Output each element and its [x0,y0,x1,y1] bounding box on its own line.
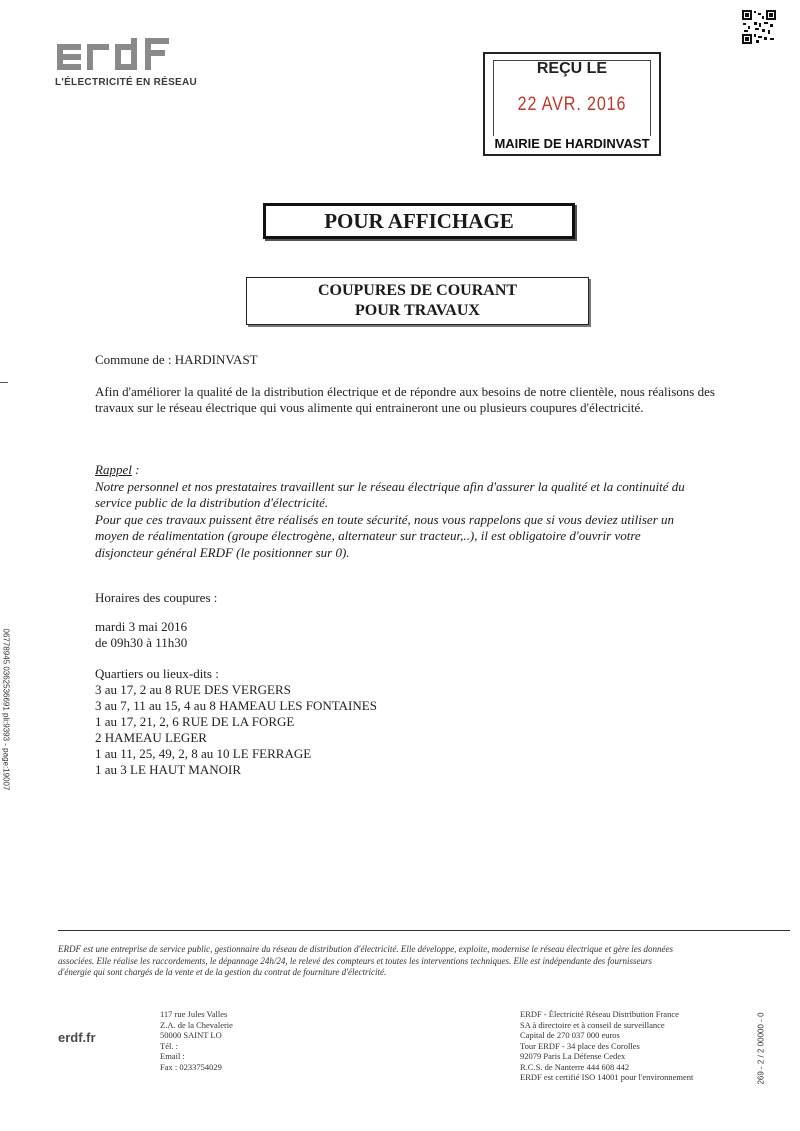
list-item: 1 au 11, 25, 49, 2, 8 au 10 LE FERRAGE [95,746,312,761]
stamp-mairie: MAIRIE DE HARDINVAST [485,136,659,151]
legal-line: ERDF est une entreprise de service public, gestionnaire du réseau de distribution d'électricité. Elle développe, exploite, modernise le réseau électrique et gère les données [58,944,673,954]
list-item: 2 HAMEAU LEGER [95,730,207,745]
received-stamp [483,52,661,156]
rappel-label: Rappel [95,462,132,477]
vertical-reference-text: 269 - 2 / 2 00000 - 0 [756,1012,766,1085]
address-line: 117 rue Jules Valles [160,1009,228,1019]
company-line: Capital de 270 037 000 euros [520,1030,620,1040]
side-code [0,630,12,810]
fold-mark [0,382,8,383]
rappel-line: service public de la distribution d'électricité. [95,495,329,510]
rappel-line: moyen de réalimentation (groupe électrogène, alternateur sur tracteur,..), il est obligatoire d'ouvrir votre [95,528,641,543]
outage-date: mardi 3 mai 2016 [95,619,188,634]
company-line: R.C.S. de Nanterre 444 608 442 [520,1061,630,1072]
list-item: 1 au 3 LE HAUT MANOIR [95,762,241,777]
list-item: 3 au 17, 2 au 8 RUE DES VERGERS [95,682,291,697]
rappel-line: disjoncteur général ERDF (le positionner sur 0). [95,544,350,560]
legal-line: associées. Elle réalise les raccordements, le dépannage 24h/24, le relevé des compteurs et toutes les interventions techniques. Elle est indépendante des fournisseurs [58,955,652,966]
footer-legal [58,944,788,979]
address-block [160,1009,233,1072]
address-line: Z.A. de la Chevalerie [160,1019,233,1030]
quartiers-label: Quartiers ou lieux-dits : [95,666,219,681]
quartiers-list [95,666,377,778]
erdf-logo [55,38,195,74]
address-line: Fax : 0233754029 [160,1061,222,1072]
address-line: 50000 SAINT LO [160,1030,222,1040]
commune-line: Commune de : HARDINVAST [95,352,258,367]
list-item: 1 au 17, 21, 2, 6 RUE DE LA FORGE [95,714,295,729]
rappel-line: Pour que ces travaux puissent être réalisés en toute sécurité, nous vous rappelons que si vous deviez utiliser un [95,511,675,527]
company-line: ERDF - Électricité Réseau Distribution France [520,1009,679,1019]
rappel-section: Rappel : Notre personnel et nos prestataires travaillent sur le réseau électrique afin d'assurer la qualité et la continuité du service public de la distribution d'électricité. Pour que ces travaux puissent être réalisés en toute sécurité, nous vous rappelons que si vous deviez utiliser un moyen de réalimentation (groupe électrogène, alternateur sur tracteur,..), il est obligatoire d'ouvrir votre disjoncteur général ERDF (le positionner sur 0). [95,462,715,561]
subtitle-box [246,277,589,325]
outage-time: de 09h30 à 11h30 [95,635,188,650]
company-block [520,1009,693,1083]
intro-paragraph: Afin d'améliorer la qualité de la distribution électrique et de répondre aux besoins de notre clientèle, nous réalisons des travaux sur le réseau électrique qui vous alimente qui entraineront une ou plusieurs coupures d'électricité. [95,384,715,415]
address-line: Email : [160,1051,185,1061]
vertical-reference [755,1010,767,1090]
subtitle-line-1: COUPURES DE COURANT [317,282,518,299]
list-item: 3 au 7, 11 au 15, 4 au 8 HAMEAU LES FONTAINES [95,698,377,713]
stamp-date: 22 AVR. 2016 [517,94,627,115]
logo-tagline: L'ÉLECTRICITÉ EN RÉSEAU [55,77,198,88]
website-link[interactable]: erdf.fr [58,1030,96,1045]
qr-code [742,10,776,44]
side-code-text: 06778945 0362536691 pli:9393 - page:19007 [1,628,11,791]
horaires-label: Horaires des coupures : [95,590,218,605]
legal-line: d'énergie qui sont chargés de la vente et de la gestion du contrat de fourniture d'électricité. [58,967,387,977]
rappel-line: Notre personnel et nos prestataires travaillent sur le réseau électrique afin d'assurer la qualité et la continuité du [95,478,685,494]
outage-schedule [95,619,187,651]
address-line: Tél. : [160,1040,178,1051]
footer-divider [58,930,790,931]
company-line: SA à directoire et à conseil de surveillance [520,1019,665,1030]
company-line: ERDF est certifié ISO 14001 pour l'environnement [520,1072,694,1082]
company-line: Tour ERDF - 34 place des Corolles [520,1040,640,1051]
erdf-logo-icon [55,38,195,74]
qr-code-icon [742,10,776,44]
stamp-title: REÇU LE [536,60,608,77]
company-line: 92079 Paris La Défense Cedex [520,1051,626,1061]
page-title: POUR AFFICHAGE [263,203,575,239]
subtitle-line-2: POUR TRAVAUX [355,302,480,319]
